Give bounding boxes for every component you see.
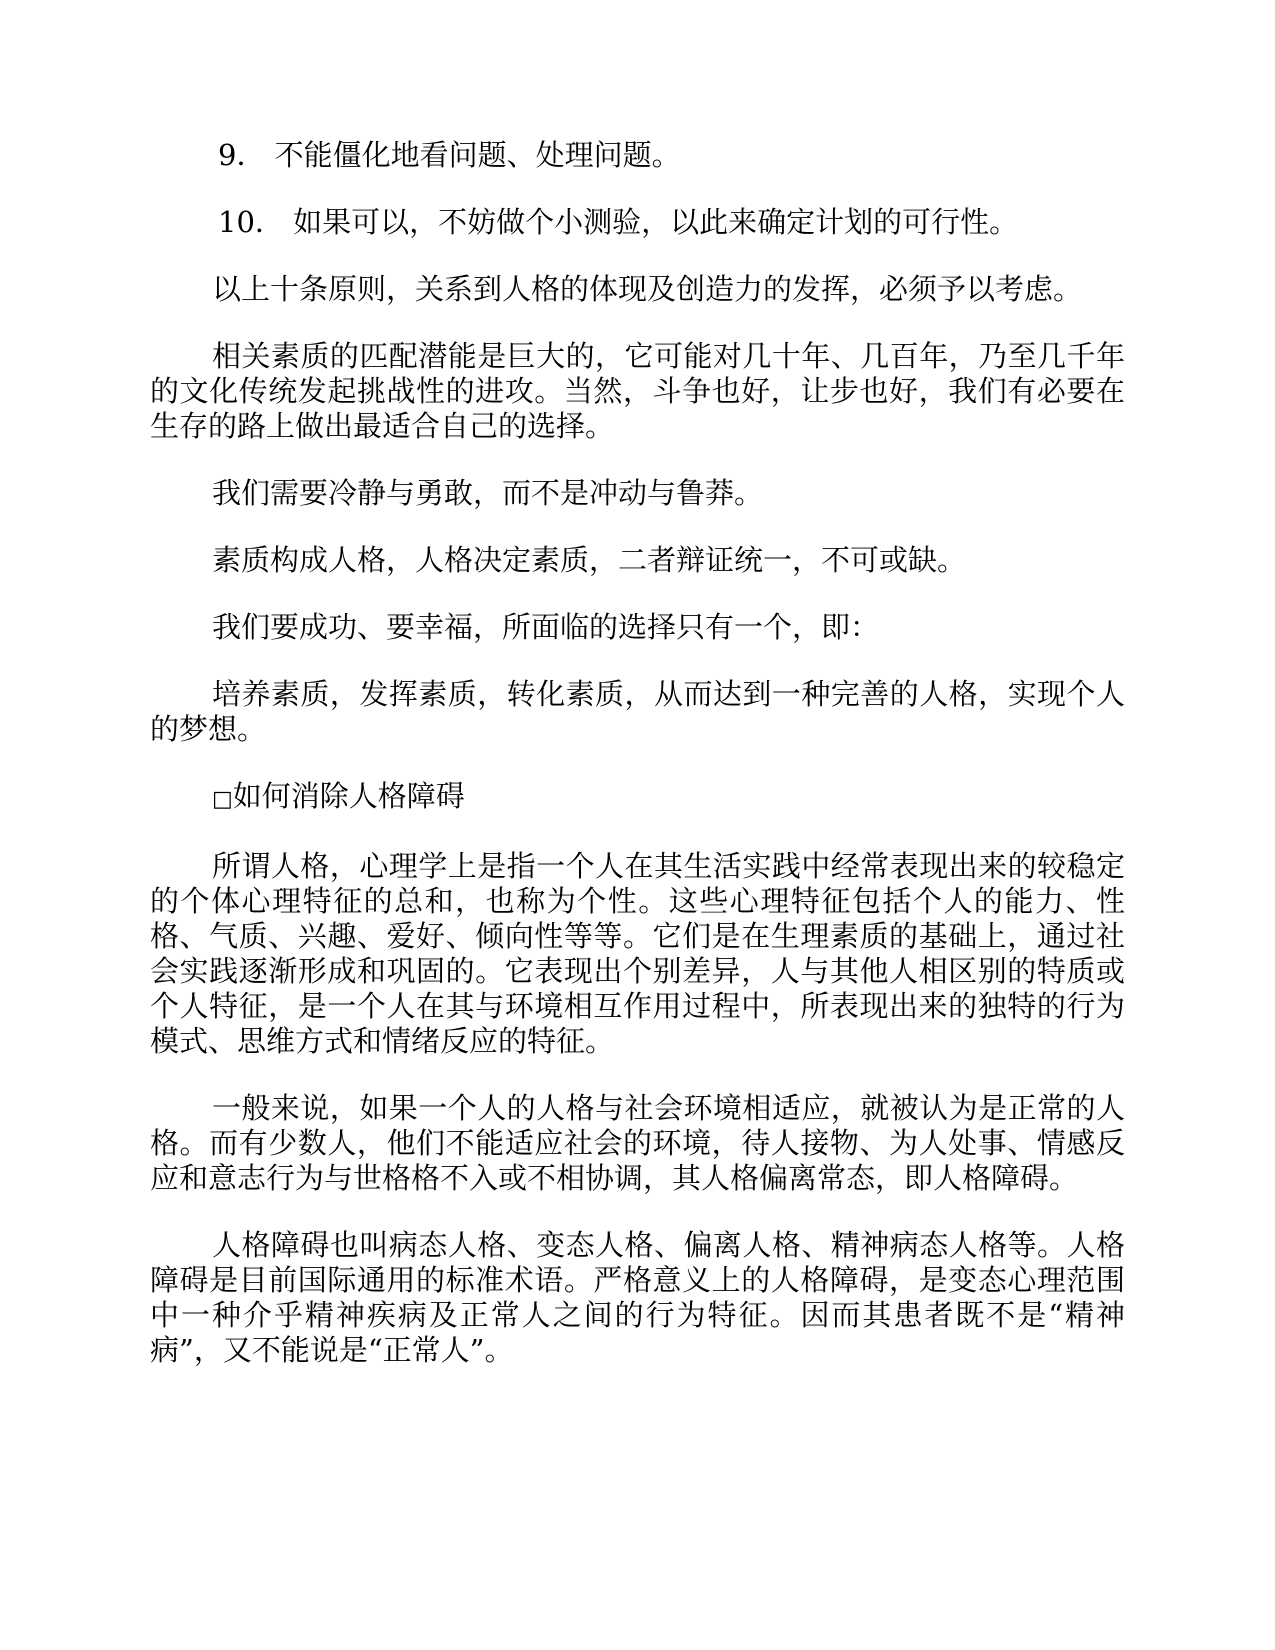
paragraph-personality-definition: 所谓人格，心理学上是指一个人在其生活实践中经常表现出来的较稳定的个体心理特征的总和，也称为个性。这些心理特征包括个人的能力、性格、气质、兴趣、爱好、倾向性等等。它们是在生理素质的基础上，通过社会实践逐渐形成和巩固的。它表现出个别差异，人与其他人相区别的特质或个人特征，是一个人在其与环境相互作用过程中，所表现出来的独特的行为模式、思维方式和情绪反应的特征。 [150,849,1125,1058]
section-title: 如何消除人格障碍 [232,779,465,813]
paragraph-normal-personality: 一般来说，如果一个人的人格与社会环境相适应，就被认为是正常的人格。而有少数人，他们不能适应社会的环境，待人接物、为人处事、情感反应和意志行为与世格格不入或不相协调，其人格偏离常态，即人格障碍。 [150,1091,1125,1195]
paragraph-matching-potential: 相关素质的匹配潜能是巨大的，它可能对几十年、几百年，乃至几千年的文化传统发起挑战性的进攻。当然，斗争也好，让步也好，我们有必要在生存的路上做出最适合自己的选择。 [150,339,1125,443]
paragraph-ten-principles: 以上十条原则，关系到人格的体现及创造力的发挥，必须予以考虑。 [212,272,1083,306]
paragraph-only-choice: 我们要成功、要幸福，所面临的选择只有一个，即： [212,610,880,644]
document-page [150,138,1125,1368]
list-item-9: 9． 不能僵化地看问题、处理问题。 [218,138,681,172]
list-item-10: 10． 如果可以，不妨做个小测验，以此来确定计划的可行性。 [218,205,1019,239]
section-heading [150,779,1125,817]
checkbox-glyph-icon: □ [212,787,233,812]
paragraph-calm-courage: 我们需要冷静与勇敢，而不是冲动与鲁莽。 [212,476,764,510]
paragraph-quality-personality: 素质构成人格，人格决定素质，二者辩证统一，不可或缺。 [212,543,967,577]
paragraph-personality-disorder: 人格障碍也叫病态人格、变态人格、偏离人格、精神病态人格等。人格障碍是目前国际通用的标准术语。严格意义上的人格障碍，是变态心理范围中一种介乎精神疾病及正常人之间的行为特征。因而其患者既不是“精神病”，又不能说是“正常人”。 [150,1228,1125,1367]
paragraph-cultivate-quality: 培养素质，发挥素质，转化素质，从而达到一种完善的人格，实现个人的梦想。 [150,677,1125,746]
